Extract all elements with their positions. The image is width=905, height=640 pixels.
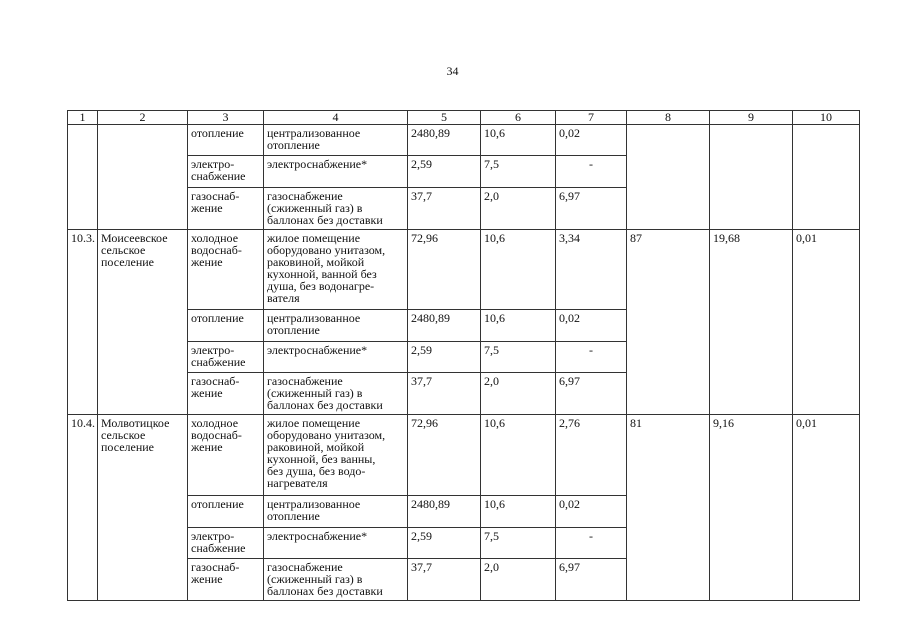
value-cell: 81 — [627, 415, 710, 601]
value-cell: 10,6 — [481, 310, 556, 342]
description-cell: газоснабжение (сжиженный газ) в баллонах без доставки — [264, 559, 408, 601]
value-cell: 7,5 — [481, 342, 556, 373]
value-cell: 10,6 — [481, 415, 556, 496]
value-cell: 0,02 — [556, 496, 627, 528]
description-cell: централизованное отопление — [264, 310, 408, 342]
service-cell: отопление — [188, 310, 264, 342]
header-cell: 3 — [188, 111, 264, 125]
header-cell: 10 — [793, 111, 860, 125]
value-cell — [793, 125, 860, 230]
header-cell: 4 — [264, 111, 408, 125]
value-cell: 10,6 — [481, 230, 556, 310]
description-cell: централизованное отопление — [264, 125, 408, 156]
header-cell: 8 — [627, 111, 710, 125]
value-cell: 87 — [627, 230, 710, 415]
settlement-cell: Моисеевское сельское поселение — [98, 230, 188, 415]
settlement-cell — [98, 125, 188, 230]
value-cell: 10,6 — [481, 125, 556, 156]
page-number: 34 — [446, 64, 459, 78]
service-cell: холодное водоснаб- жение — [188, 415, 264, 496]
description-cell: централизованное отопление — [264, 496, 408, 528]
header-row — [68, 111, 860, 125]
header-cell: 6 — [481, 111, 556, 125]
value-cell: 10,6 — [481, 496, 556, 528]
value-cell: 37,7 — [408, 373, 481, 415]
row-number-cell: 10.4. — [68, 415, 98, 601]
value-cell: 2480,89 — [408, 310, 481, 342]
value-cell: 19,68 — [710, 230, 793, 415]
value-cell: 7,5 — [481, 156, 556, 188]
value-cell: 2480,89 — [408, 125, 481, 156]
description-cell: жилое помещение оборудовано унитазом, раковиной, мойкой кухонной, без ванны, без душа, без водо- нагревателя — [264, 415, 408, 496]
service-cell: газоснаб- жение — [188, 373, 264, 415]
value-cell: 2,0 — [481, 373, 556, 415]
settlement-cell: Молвотицкое сельское поселение — [98, 415, 188, 601]
service-cell: электро- снабжение — [188, 156, 264, 188]
value-cell: 37,7 — [408, 188, 481, 230]
description-cell: электроснабжение* — [264, 342, 408, 373]
value-cell: 0,02 — [556, 125, 627, 156]
value-cell: 0,01 — [793, 230, 860, 415]
value-cell: 72,96 — [408, 415, 481, 496]
service-cell: отопление — [188, 125, 264, 156]
tariff-table — [67, 110, 860, 601]
header-cell: 7 — [556, 111, 627, 125]
value-cell: 2,59 — [408, 342, 481, 373]
value-cell: 3,34 — [556, 230, 627, 310]
service-cell: холодное водоснаб- жение — [188, 230, 264, 310]
value-cell: 2,59 — [408, 528, 481, 559]
service-cell: электро- снабжение — [188, 342, 264, 373]
description-cell: газоснабжение (сжиженный газ) в баллонах без доставки — [264, 188, 408, 230]
value-cell: 2,0 — [481, 188, 556, 230]
value-cell: - — [556, 342, 627, 373]
row-number-cell: 10.3. — [68, 230, 98, 415]
table-row — [68, 125, 860, 156]
header-cell: 9 — [710, 111, 793, 125]
description-cell: электроснабжение* — [264, 156, 408, 188]
header-cell: 2 — [98, 111, 188, 125]
value-cell: 6,97 — [556, 559, 627, 601]
value-cell: 9,16 — [710, 415, 793, 601]
service-cell: отопление — [188, 496, 264, 528]
table-row — [68, 230, 860, 310]
value-cell: 2,76 — [556, 415, 627, 496]
value-cell: 6,97 — [556, 373, 627, 415]
value-cell — [627, 125, 710, 230]
description-cell: жилое помещение оборудовано унитазом, раковиной, мойкой кухонной, ванной без душа, без водонагре- вателя — [264, 230, 408, 310]
service-cell: газоснаб- жение — [188, 188, 264, 230]
service-cell: газоснаб- жение — [188, 559, 264, 601]
value-cell: 6,97 — [556, 188, 627, 230]
value-cell: - — [556, 528, 627, 559]
value-cell: 2,0 — [481, 559, 556, 601]
description-cell: газоснабжение (сжиженный газ) в баллонах без доставки — [264, 373, 408, 415]
value-cell: 37,7 — [408, 559, 481, 601]
value-cell: 0,02 — [556, 310, 627, 342]
value-cell: 2480,89 — [408, 496, 481, 528]
value-cell: - — [556, 156, 627, 188]
value-cell: 2,59 — [408, 156, 481, 188]
value-cell: 7,5 — [481, 528, 556, 559]
value-cell — [710, 125, 793, 230]
value-cell: 72,96 — [408, 230, 481, 310]
description-cell: электроснабжение* — [264, 528, 408, 559]
header-cell: 5 — [408, 111, 481, 125]
table-row — [68, 415, 860, 496]
header-cell: 1 — [68, 111, 98, 125]
value-cell: 0,01 — [793, 415, 860, 601]
service-cell: электро- снабжение — [188, 528, 264, 559]
row-number-cell — [68, 125, 98, 230]
